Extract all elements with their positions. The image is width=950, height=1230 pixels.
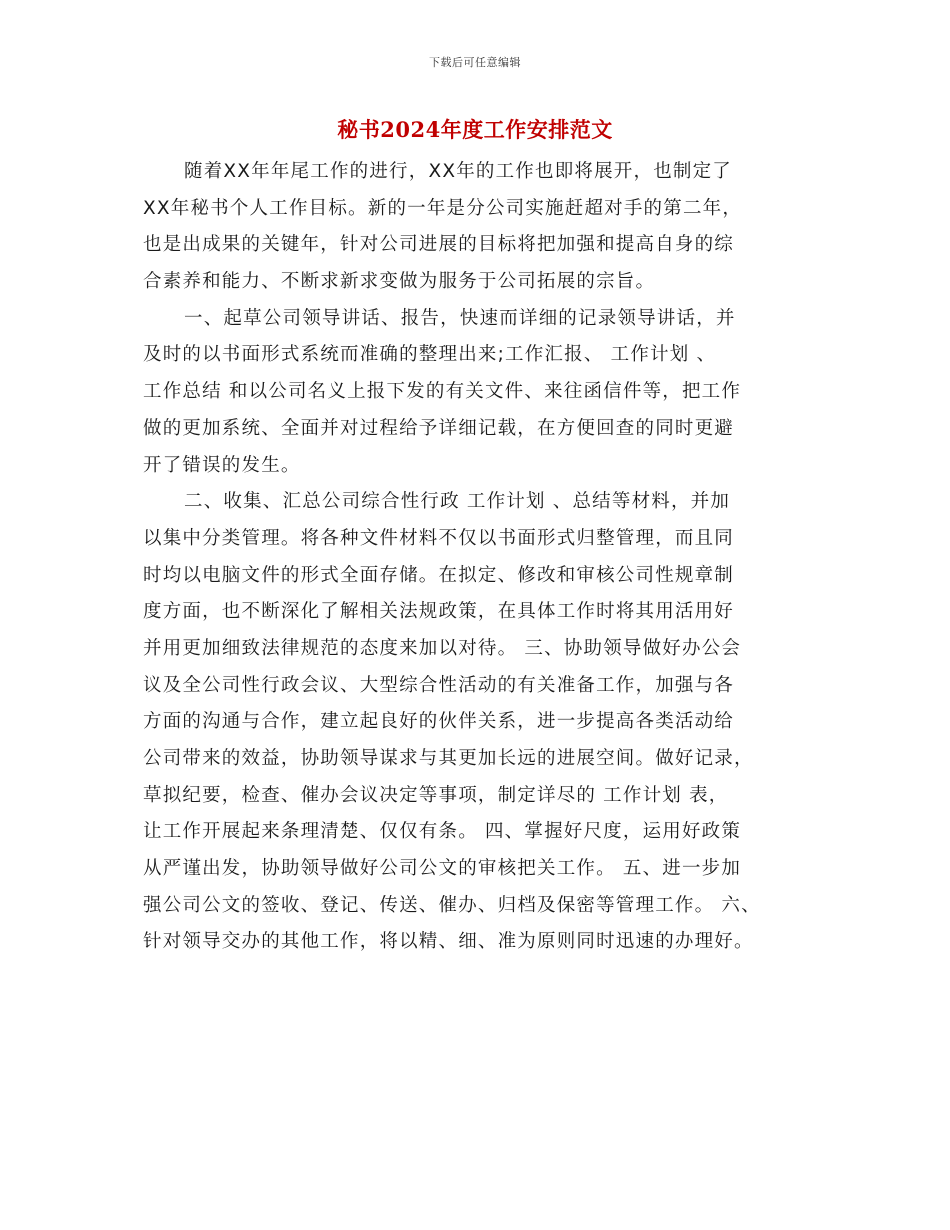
body-line: 随着XX年年尾工作的进行，XX年的工作也即将展开，也制定了 (184, 161, 732, 182)
body-line: 强公司公文的签收、登记、传送、催办、归档及保密等管理工作。 六、 (143, 894, 761, 916)
body-line: 开了错误的发生。 (143, 454, 301, 476)
body-line: 合素养和能力、不断求新求变做为服务于公司拓展的宗旨。 (143, 271, 656, 293)
body-line: 度方面，也不断深化了解相关法规政策，在具体工作时将其用活用好 (143, 601, 735, 623)
document-body (143, 154, 808, 961)
body-line: 并用更加细致法律规范的态度来加以对待。 三、协助领导做好办公会 (143, 637, 742, 659)
body-line: 针对领导交办的其他工作，将以精、细、准为原则同时迅速的办理好。 (143, 931, 754, 953)
body-line: 做的更加系统、全面并对过程给予详细记载，在方便回查的同时更避 (143, 417, 735, 439)
header-note: 下载后可任意编辑 (429, 56, 521, 69)
body-line: 二、收集、汇总公司综合性行政 工作计划 、总结等材料，并加 (184, 491, 731, 513)
body-line: 时均以电脑文件的形式全面存储。在拟定、修改和审核公司性规章制 (143, 564, 735, 586)
body-line: 议及全公司性行政会议、大型综合性活动的有关准备工作，加强与各 (143, 674, 735, 696)
body-line: 公司带来的效益，协助领导谋求与其更加长远的进展空间。做好记录， (143, 748, 754, 769)
body-line: 方面的沟通与合作，建立起良好的伙伴关系，进一步提高各类活动给 (143, 711, 735, 733)
body-line: 也是出成果的关键年，针对公司进展的目标将把加强和提高自身的综 (143, 234, 735, 256)
body-line: 草拟纪要，检查、催办会议决定等事项，制定详尽的 工作计划 表， (143, 784, 729, 806)
body-line: 以集中分类管理。将各种文件材料不仅以书面形式归整管理，而且同 (143, 527, 735, 549)
body-line: 让工作开展起来条理清楚、仅仅有条。 四、掌握好尺度，运用好政策 (143, 821, 742, 843)
document-title: 秘书2024年度工作安排范文 (337, 117, 613, 142)
body-line: 从严谨出发，协助领导做好公司公文的审核把关工作。 五、进一步加 (143, 858, 742, 880)
body-line: 及时的以书面形式系统而准确的整理出来;工作汇报、 工作计划 、 (143, 344, 717, 366)
body-line: 一、起草公司领导讲话、报告，快速而详细的记录领导讲话，并 (184, 307, 736, 329)
body-line: XX年秘书个人工作目标。新的一年是分公司实施赶超对手的第二年， (143, 197, 743, 219)
body-line: 工作总结 和以公司名义上报下发的有关文件、来往函信件等，把工作 (143, 381, 742, 403)
